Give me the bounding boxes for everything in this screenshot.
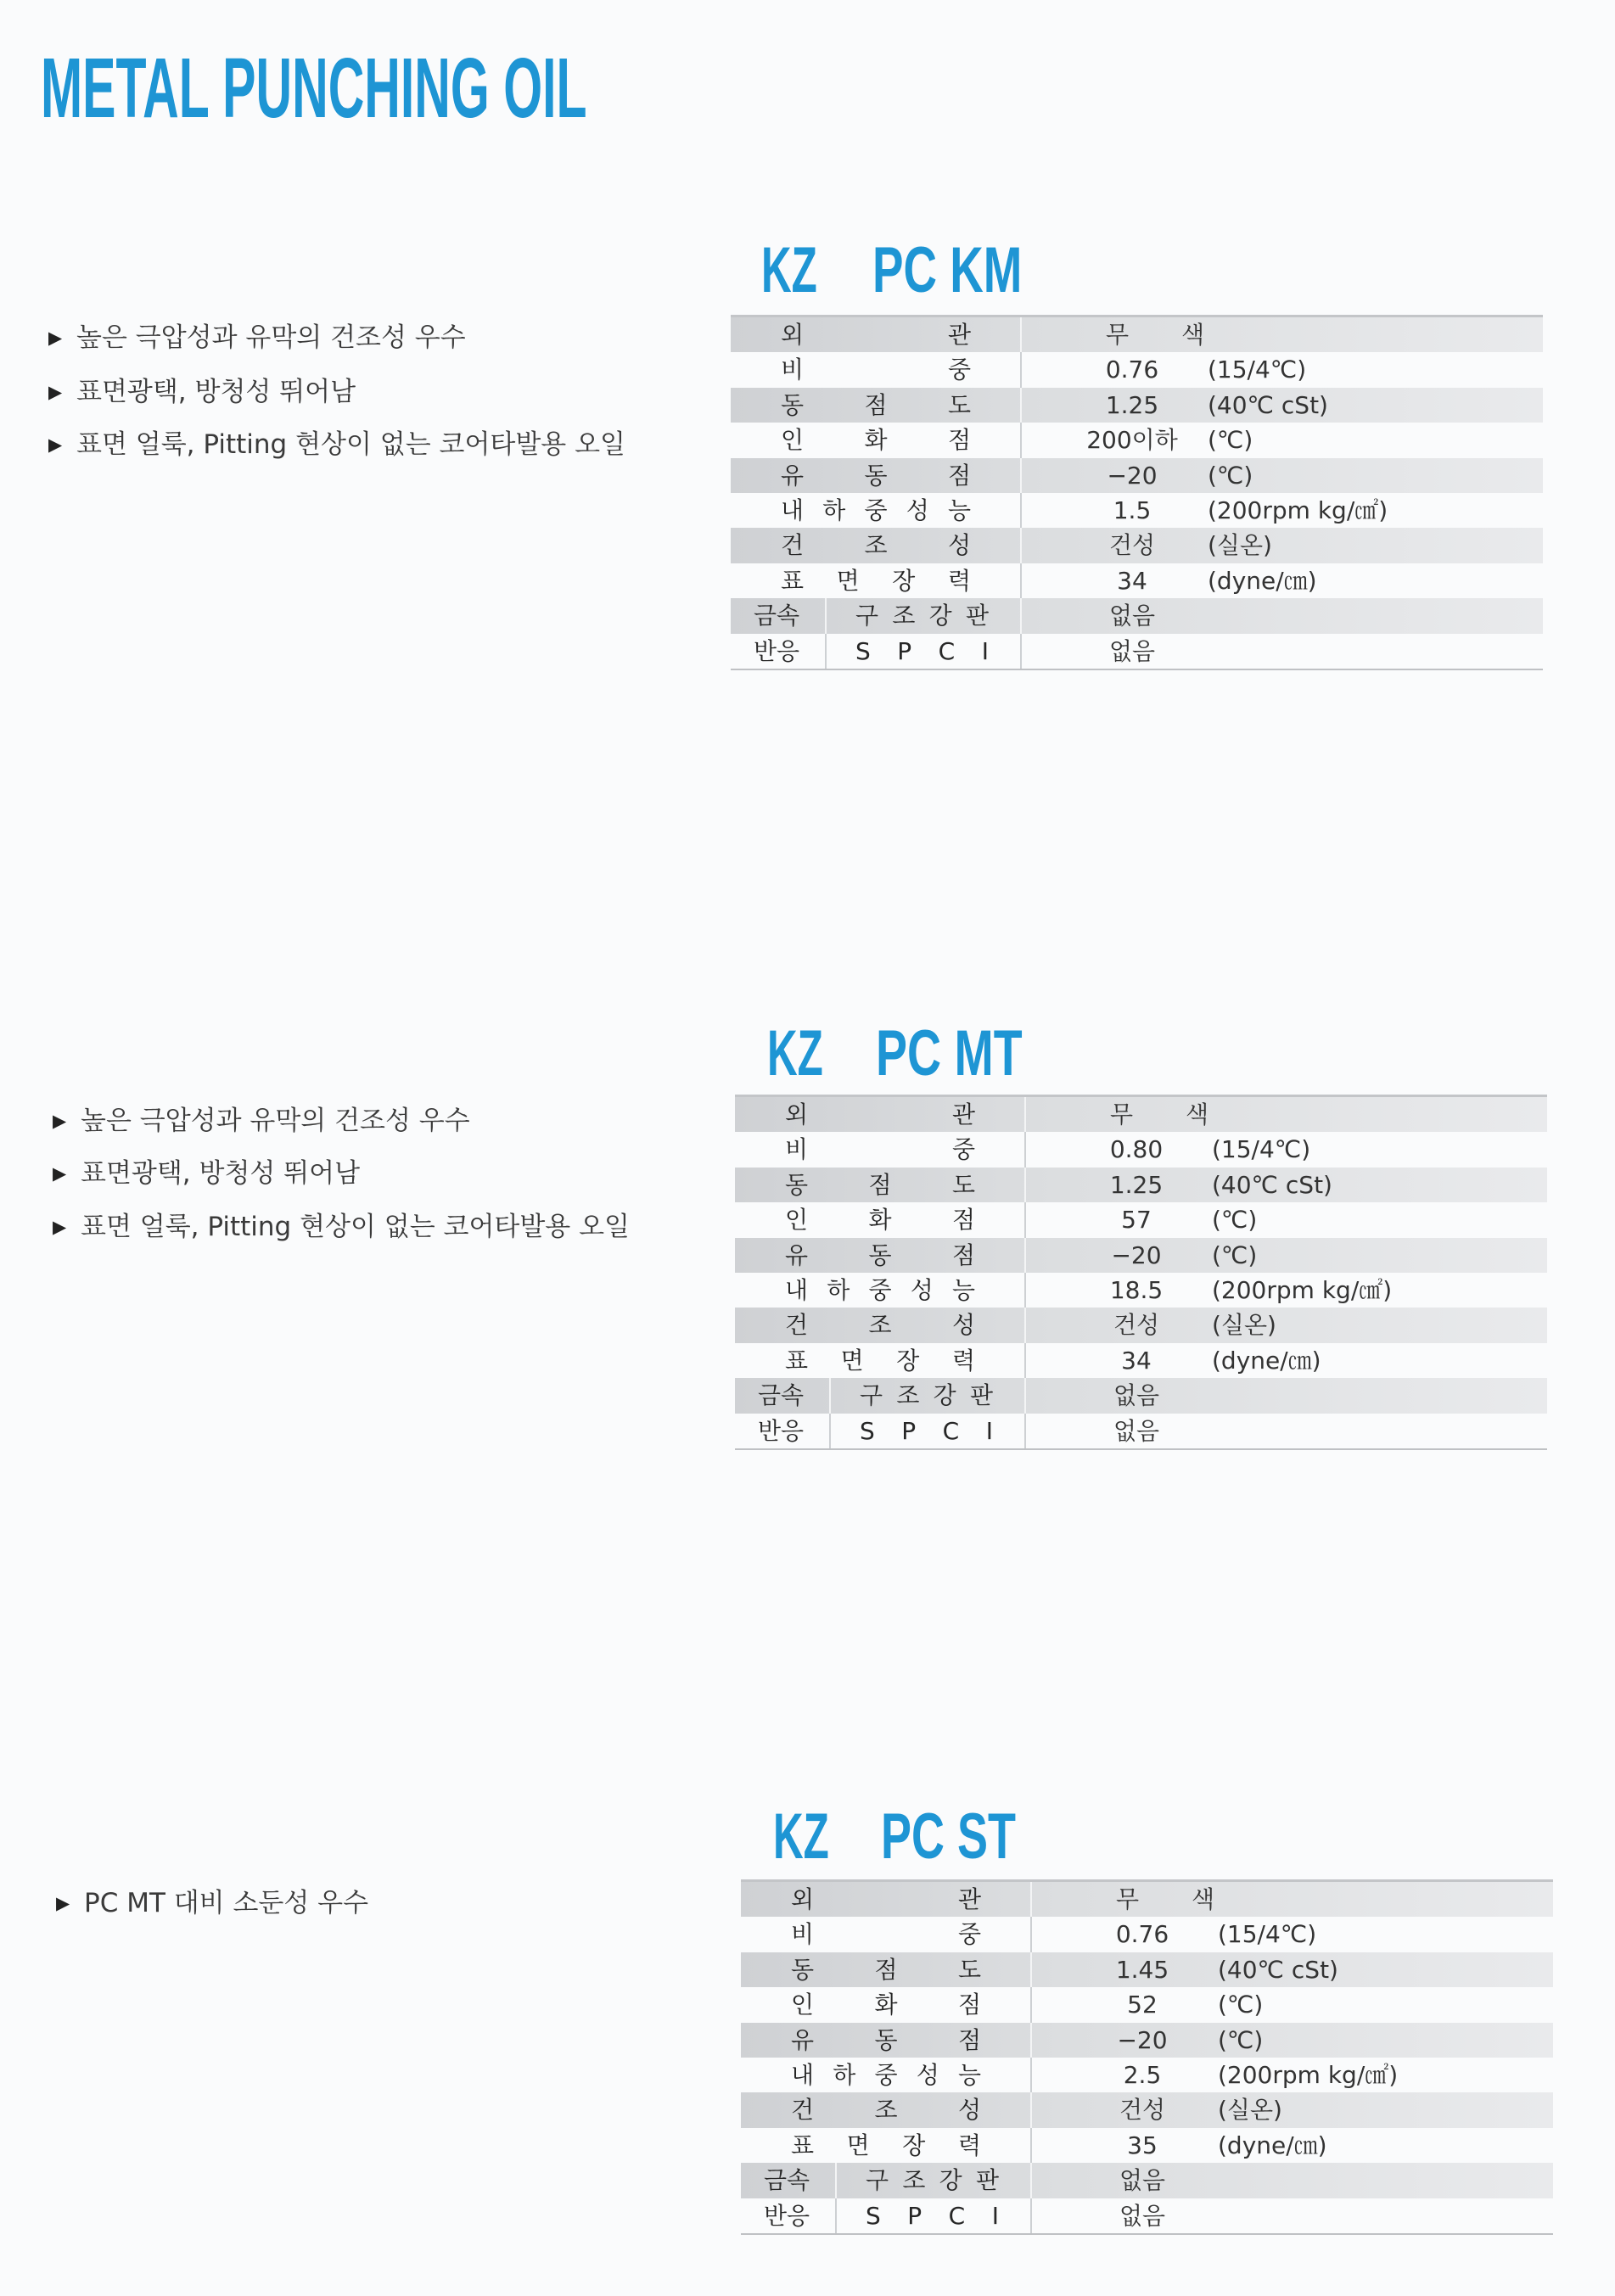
bullet-triangle-icon: ▶ (56, 1893, 70, 1913)
spec-row-kinematic-viscosity (735, 1168, 1547, 1202)
bullet-triangle-icon: ▶ (48, 434, 63, 455)
spec-unit: (℃) (1208, 426, 1253, 455)
spec-unit: (실온) (1218, 2096, 1282, 2125)
spec-unit: (℃) (1212, 1206, 1258, 1235)
spec-value: 35 (1127, 2131, 1158, 2159)
spec-value: 건성 (1113, 1311, 1160, 1340)
spec-unit: (dyne/㎝) (1212, 1346, 1321, 1375)
spec-label: 동 점 도 (781, 390, 971, 419)
spec-row-metal-reaction-spci (731, 634, 1543, 669)
feature-text: 표면 얼룩, Pitting 현상이 없는 코어타발용 오일 (81, 1212, 630, 1242)
spec-label: 건 조 성 (785, 1311, 975, 1340)
spec-group-label: 반응 (757, 1416, 805, 1445)
feature-item (53, 1210, 630, 1244)
spec-value: 0.76 (1115, 1920, 1169, 1949)
spec-row-specific-gravity (731, 352, 1543, 387)
spec-row-kinematic-viscosity (741, 1952, 1553, 1987)
spec-unit: (40℃ cSt) (1212, 1170, 1332, 1199)
spec-label: S P C I (855, 636, 989, 665)
spec-unit: (15/4℃) (1218, 1920, 1317, 1949)
spec-row-metal-reaction-spci (741, 2198, 1553, 2233)
spec-value: 건성 (1119, 2096, 1166, 2125)
spec-label: 외 관 (781, 321, 971, 349)
spec-row-metal-reaction-structural-steel (731, 598, 1543, 633)
spec-label: 외 관 (791, 1885, 981, 1913)
column-divider (829, 1378, 831, 1413)
model-prefix: KZ (767, 1017, 823, 1089)
spec-value: 무 색 (1116, 1885, 1214, 1913)
spec-row-surface-tension (731, 563, 1543, 598)
column-divider (835, 2198, 837, 2233)
spec-table (741, 1879, 1553, 2235)
spec-unit: (200rpm kg/㎠) (1212, 1275, 1393, 1304)
spec-value: −20 (1117, 2025, 1168, 2054)
spec-row-appearance (731, 317, 1543, 352)
bullet-triangle-icon: ▶ (48, 328, 63, 348)
spec-value: 34 (1117, 566, 1147, 595)
column-divider (829, 1414, 831, 1448)
feature-item (48, 321, 466, 355)
spec-row-load-capacity (741, 2058, 1553, 2092)
bullet-triangle-icon: ▶ (53, 1163, 67, 1184)
spec-row-flash-point (731, 423, 1543, 457)
spec-label: 구 조 강 판 (866, 2166, 999, 2195)
column-divider (825, 598, 827, 633)
spec-label: 비 중 (781, 356, 971, 384)
spec-value: 0.76 (1105, 356, 1159, 384)
spec-label: 비 중 (785, 1135, 975, 1164)
spec-label: 동 점 도 (791, 1955, 981, 1984)
spec-row-kinematic-viscosity (731, 388, 1543, 423)
spec-table (731, 315, 1543, 670)
spec-value: 52 (1127, 1991, 1158, 2019)
spec-label: 내 하 중 성 능 (791, 2060, 981, 2089)
spec-row-drying (731, 528, 1543, 563)
spec-unit: (200rpm kg/㎠) (1218, 2060, 1399, 2089)
spec-unit: (℃) (1218, 2025, 1264, 2054)
spec-label: 인 화 점 (781, 426, 971, 455)
spec-unit: (200rpm kg/㎠) (1208, 496, 1388, 524)
spec-row-specific-gravity (735, 1132, 1547, 1167)
spec-value: 2.5 (1123, 2060, 1162, 2089)
spec-unit: (실온) (1212, 1311, 1276, 1340)
spec-value: 없음 (1113, 1416, 1160, 1445)
spec-label: 구 조 강 판 (860, 1381, 993, 1410)
spec-value: 없음 (1108, 636, 1156, 665)
spec-row-flash-point (741, 1987, 1553, 2022)
spec-label: 표 면 장 력 (791, 2131, 981, 2159)
column-divider (835, 2163, 837, 2198)
spec-unit: (40℃ cSt) (1208, 390, 1328, 419)
spec-row-appearance (735, 1097, 1547, 1132)
spec-label: S P C I (860, 1416, 993, 1445)
spec-group-label: 반응 (763, 2201, 810, 2230)
spec-label: 표 면 장 력 (781, 566, 971, 595)
feature-text: 표면광택, 방청성 뛰어남 (76, 377, 356, 407)
feature-item (48, 375, 356, 409)
spec-value: 건성 (1108, 531, 1156, 560)
feature-text: 표면 얼룩, Pitting 현상이 없는 코어타발용 오일 (76, 429, 625, 460)
spec-row-flash-point (735, 1202, 1547, 1237)
spec-row-metal-reaction-spci (735, 1414, 1547, 1448)
spec-label: S P C I (866, 2201, 999, 2230)
spec-table (735, 1095, 1547, 1450)
spec-group-label: 금속 (757, 1381, 805, 1410)
spec-value: 없음 (1119, 2166, 1166, 2195)
spec-value: 200이하 (1086, 426, 1178, 455)
feature-item (56, 1886, 368, 1920)
spec-group-label: 금속 (763, 2166, 810, 2195)
spec-label: 구 조 강 판 (855, 602, 989, 630)
spec-value: 없음 (1113, 1381, 1160, 1410)
spec-unit: (℃) (1208, 461, 1253, 490)
feature-text: 높은 극압성과 유막의 건조성 우수 (76, 322, 466, 353)
bullet-triangle-icon: ▶ (53, 1217, 67, 1237)
spec-value: 없음 (1119, 2201, 1166, 2230)
spec-label: 내 하 중 성 능 (781, 496, 971, 524)
spec-row-load-capacity (731, 493, 1543, 528)
spec-label: 동 점 도 (785, 1170, 975, 1199)
spec-unit: (dyne/㎝) (1218, 2131, 1327, 2159)
spec-unit: (실온) (1208, 531, 1272, 560)
spec-label: 외 관 (785, 1100, 975, 1128)
spec-row-load-capacity (735, 1273, 1547, 1308)
spec-label: 인 화 점 (785, 1206, 975, 1235)
spec-label: 유 동 점 (781, 461, 971, 490)
spec-row-metal-reaction-structural-steel (735, 1378, 1547, 1413)
model-prefix: KZ (761, 234, 817, 306)
model-prefix: KZ (773, 1800, 829, 1873)
column-divider (825, 634, 827, 669)
spec-label: 내 하 중 성 능 (785, 1275, 975, 1304)
spec-row-specific-gravity (741, 1917, 1553, 1952)
spec-unit: (℃) (1218, 1991, 1264, 2019)
spec-label: 인 화 점 (791, 1991, 981, 2019)
model-name: PC KM (872, 234, 1023, 306)
bullet-triangle-icon: ▶ (53, 1111, 67, 1131)
feature-item (53, 1104, 470, 1138)
spec-value: 34 (1121, 1346, 1152, 1375)
feature-text: PC MT 대비 소둔성 우수 (84, 1888, 369, 1918)
spec-unit: (℃) (1212, 1240, 1258, 1269)
model-name: PC ST (881, 1800, 1016, 1873)
spec-value: 없음 (1108, 602, 1156, 630)
spec-row-surface-tension (741, 2128, 1553, 2163)
feature-text: 표면광택, 방청성 뛰어남 (81, 1158, 361, 1189)
spec-row-drying (741, 2092, 1553, 2127)
spec-row-metal-reaction-structural-steel (741, 2163, 1553, 2198)
feature-item (53, 1156, 360, 1190)
model-name: PC MT (876, 1017, 1023, 1089)
spec-label: 표 면 장 력 (785, 1346, 975, 1375)
spec-value: 1.25 (1105, 390, 1159, 419)
bullet-triangle-icon: ▶ (48, 382, 63, 402)
spec-value: 무 색 (1106, 321, 1204, 349)
spec-value: 무 색 (1110, 1100, 1208, 1128)
spec-row-appearance (741, 1882, 1553, 1917)
spec-value: 57 (1121, 1206, 1152, 1235)
spec-value: −20 (1107, 461, 1158, 490)
spec-label: 비 중 (791, 1920, 981, 1949)
spec-value: −20 (1111, 1240, 1162, 1269)
spec-unit: (15/4℃) (1208, 356, 1307, 384)
spec-row-pour-point (741, 2023, 1553, 2058)
feature-text: 높은 극압성과 유막의 건조성 우수 (81, 1106, 470, 1136)
spec-value: 1.5 (1113, 496, 1152, 524)
spec-unit: (40℃ cSt) (1218, 1955, 1338, 1984)
spec-unit: (dyne/㎝) (1208, 566, 1317, 595)
spec-label: 유 동 점 (791, 2025, 981, 2054)
spec-row-pour-point (731, 458, 1543, 493)
spec-group-label: 반응 (753, 636, 800, 665)
spec-label: 건 조 성 (781, 531, 971, 560)
spec-row-drying (735, 1308, 1547, 1342)
spec-value: 1.45 (1115, 1955, 1169, 1984)
spec-value: 18.5 (1109, 1275, 1164, 1304)
spec-row-pour-point (735, 1238, 1547, 1273)
spec-group-label: 금속 (753, 602, 800, 630)
spec-row-surface-tension (735, 1343, 1547, 1378)
spec-unit: (15/4℃) (1212, 1135, 1311, 1164)
page-title: METAL PUNCHING OIL (41, 41, 587, 136)
spec-label: 건 조 성 (791, 2096, 981, 2125)
spec-value: 0.80 (1109, 1135, 1164, 1164)
spec-label: 유 동 점 (785, 1240, 975, 1269)
feature-item (48, 428, 625, 462)
spec-value: 1.25 (1109, 1170, 1164, 1199)
